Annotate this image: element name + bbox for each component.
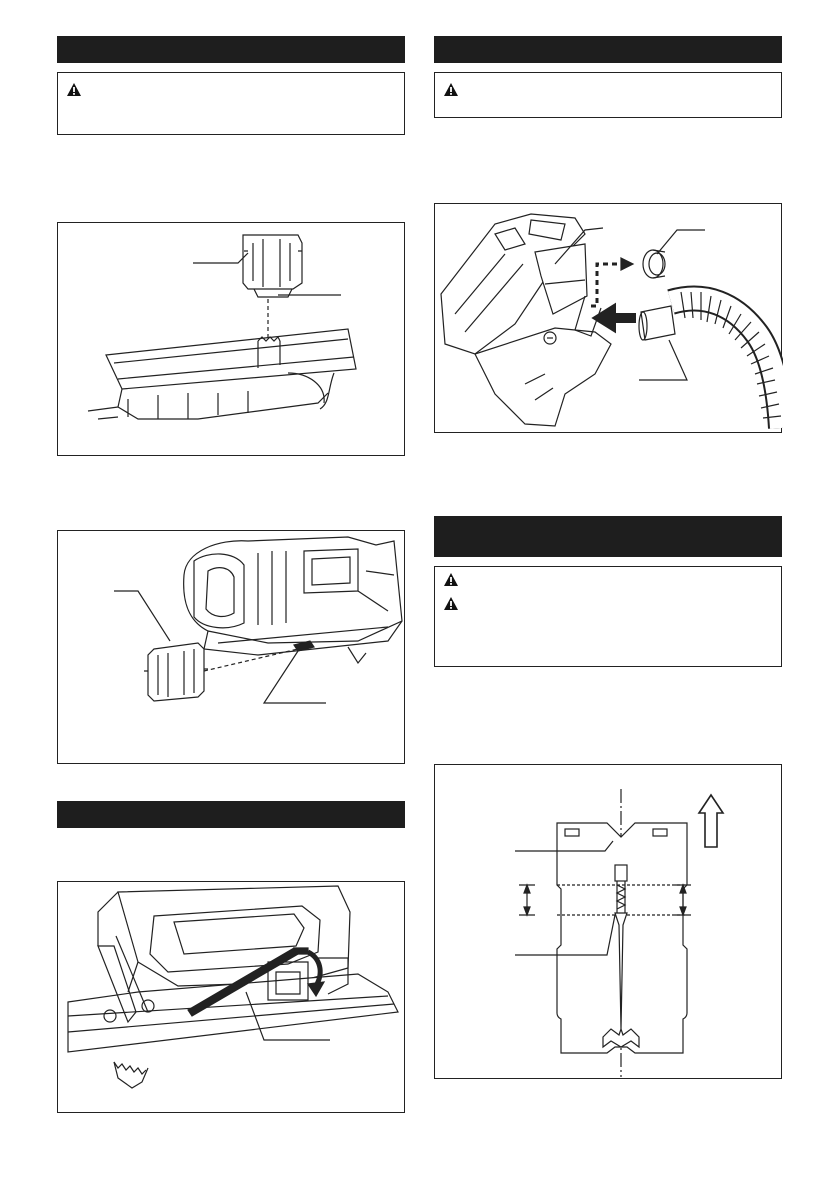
figure-dust-cover-insert (57, 530, 405, 764)
leader-line-2 (657, 230, 705, 254)
figure-dust-extraction (434, 203, 782, 433)
dashed-arrow-head (621, 258, 633, 270)
warning-icon (443, 572, 459, 587)
warning-box-right-2 (434, 566, 782, 667)
dust-cover-part (243, 235, 302, 297)
warning-icon (443, 82, 459, 97)
arrow-up-icon (699, 795, 723, 847)
vacuum-hose (639, 292, 781, 428)
tool-body (184, 537, 402, 663)
warning-box-left-1 (57, 72, 405, 135)
leader-line-2 (264, 651, 326, 703)
section-bar-left-2 (57, 801, 405, 828)
dashed-path-arrow (591, 264, 621, 306)
dim-arrow-left-top (524, 885, 530, 893)
dust-cover-part (144, 643, 208, 701)
base-plate (88, 329, 356, 419)
warning-box-right-1 (434, 72, 782, 118)
figure-hex-wrench (57, 881, 405, 1113)
leader-line-1 (114, 591, 170, 641)
leader-line-3 (639, 340, 687, 380)
warning-icon (66, 82, 82, 97)
leader-line-1 (193, 253, 248, 263)
dim-arrow-left-bottom (524, 907, 530, 915)
insert-arrow-icon (597, 308, 633, 328)
warning-icon-2 (443, 596, 459, 611)
nozzle-cap (643, 250, 665, 278)
section-bar-left-1 (57, 36, 405, 63)
tool-body (441, 214, 611, 426)
figure-dust-cover-attach (57, 222, 405, 456)
section-bar-right-2 (434, 516, 782, 557)
section-bar-right-1 (434, 36, 782, 63)
figure-cutting-template (434, 764, 782, 1079)
